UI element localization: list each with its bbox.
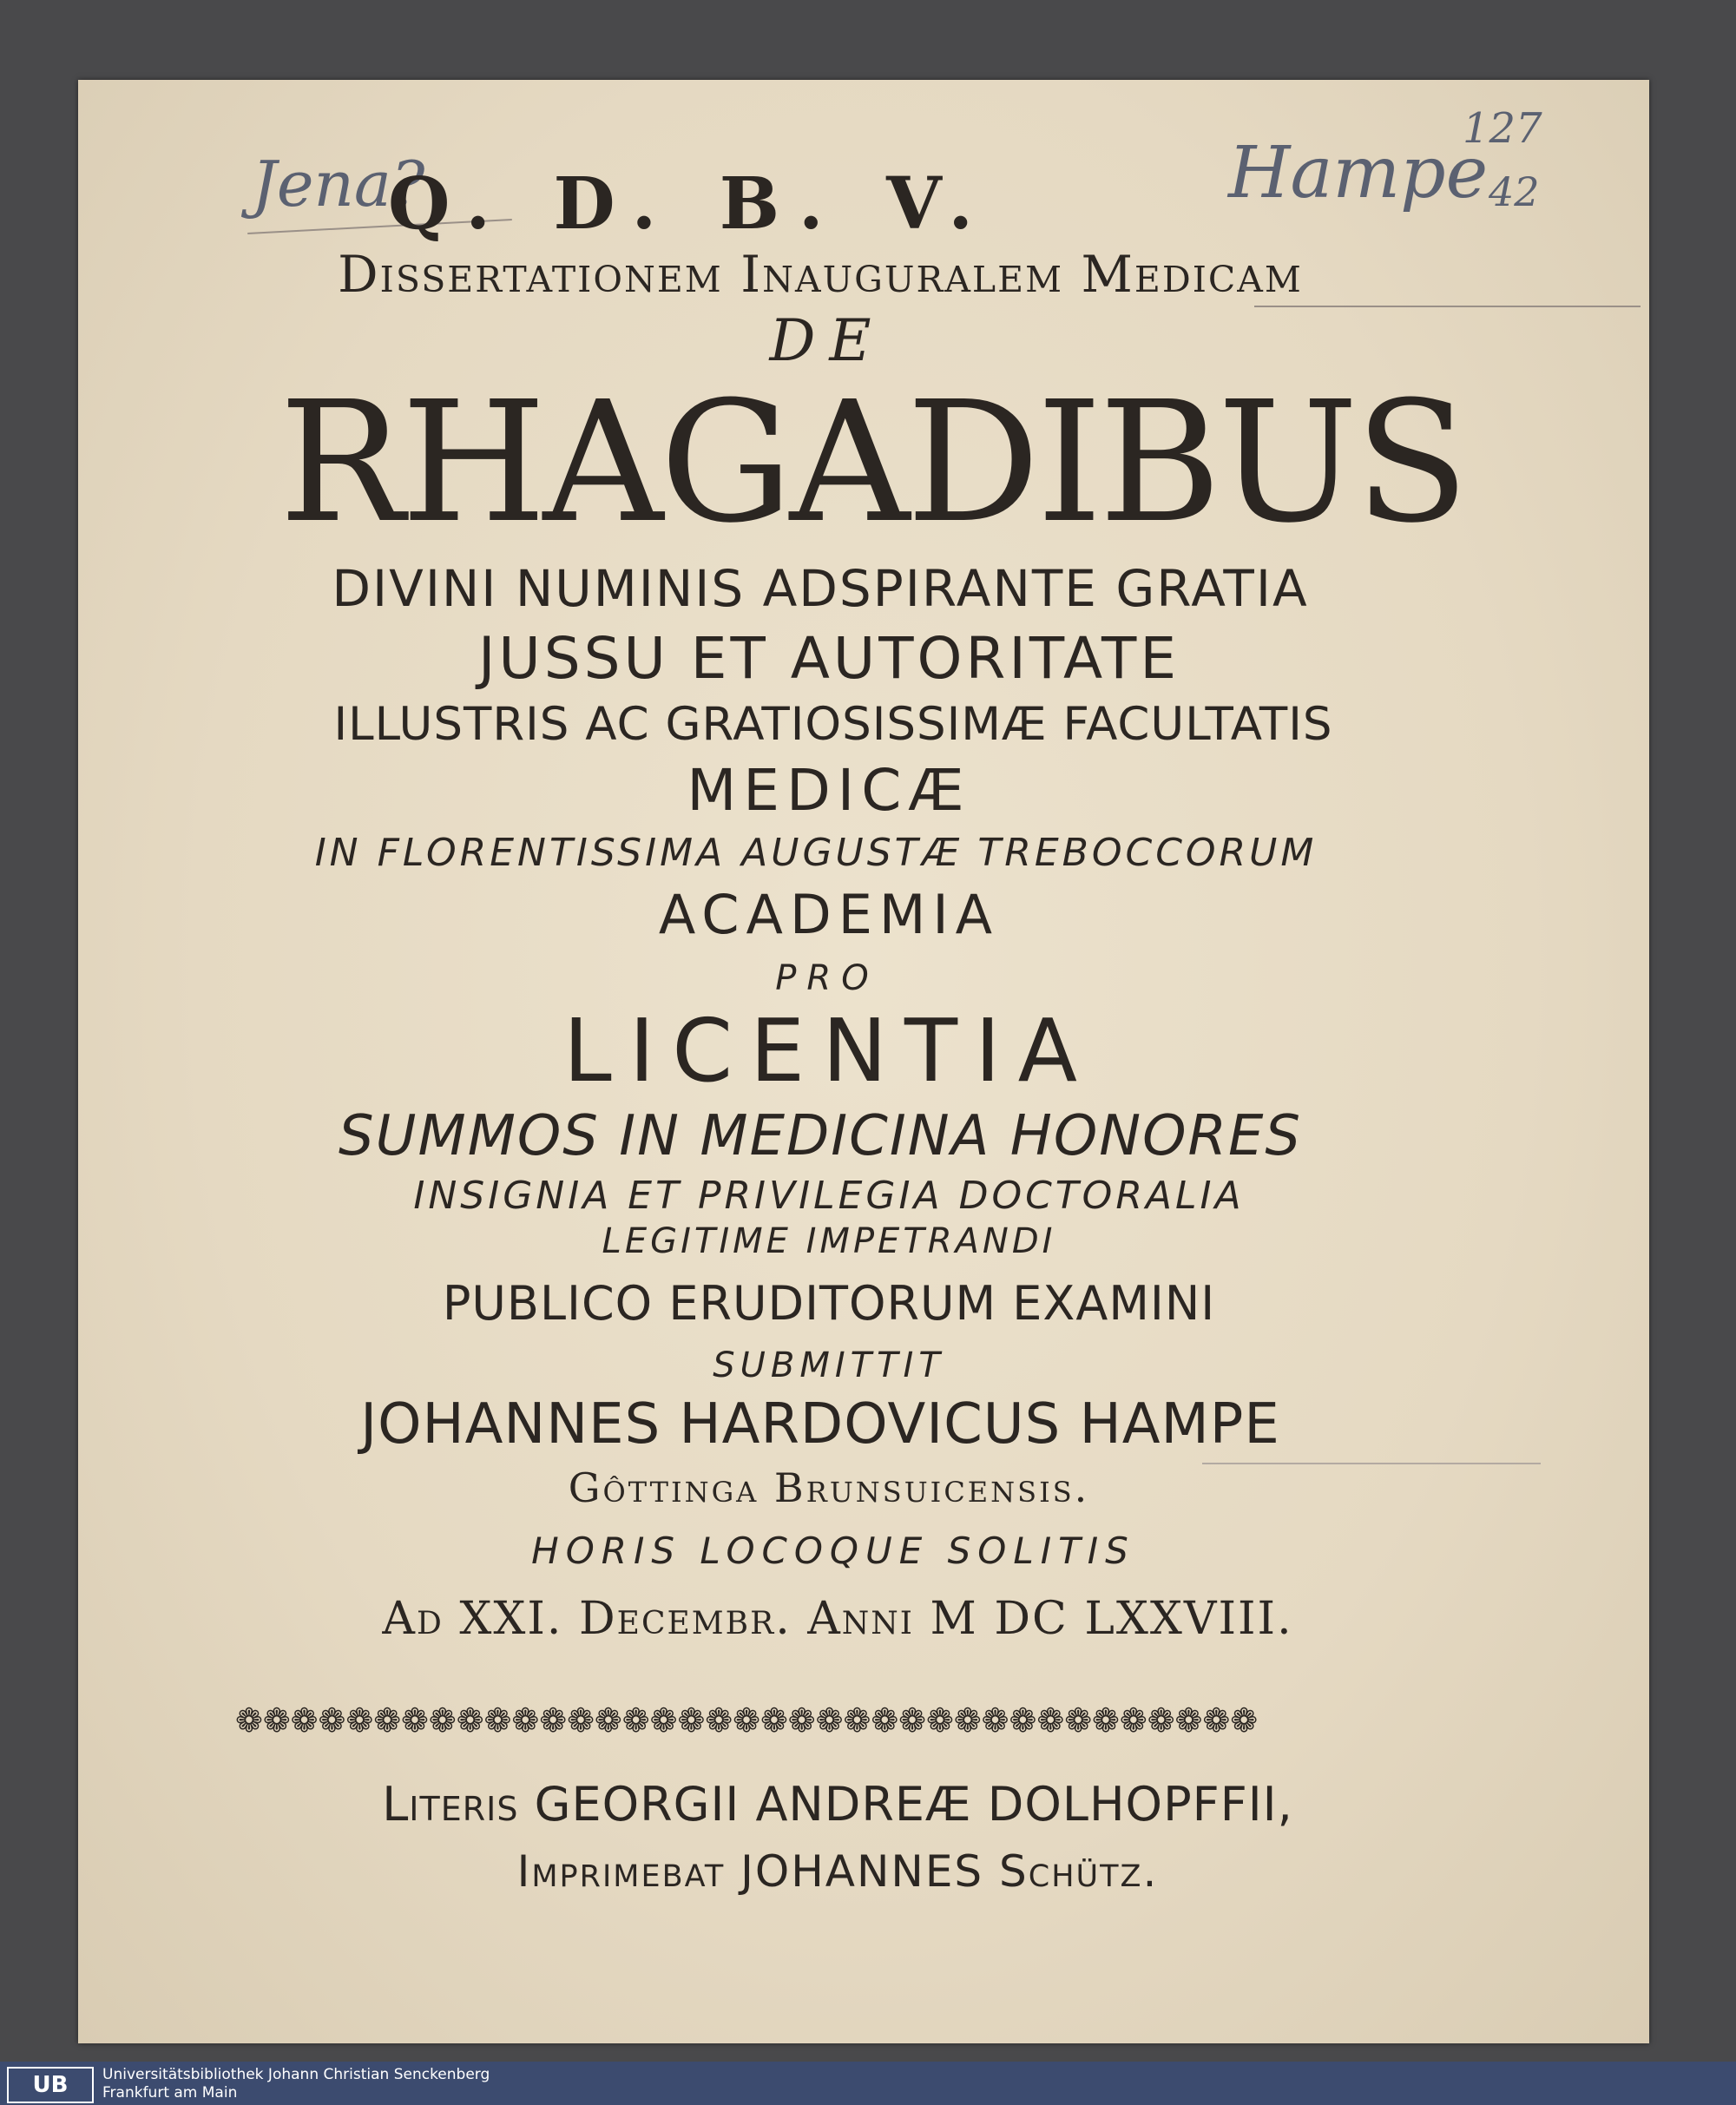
handwritten-corner-top: 127	[1463, 104, 1542, 153]
line-medicae: MEDICÆ	[687, 757, 971, 824]
library-institution: Universitätsbibliothek Johann Christian Senckenberg	[102, 2066, 490, 2083]
qdbv-heading: Q. D. B. V.	[388, 162, 992, 246]
handwritten-note-left: Jena?	[252, 148, 425, 220]
dissertation-line: Dissertationem Inauguralem Medicam	[338, 245, 1303, 304]
author-name: JOHANNES HARDOVICUS HAMPE	[360, 1392, 1280, 1457]
line-summos: SUMMOS IN MEDICINA HONORES	[339, 1104, 1302, 1168]
author-origin: Gôttinga Brunsuicensis.	[568, 1464, 1090, 1511]
library-credit	[102, 2066, 490, 2102]
line-jussu: JUSSU ET AUTORITATE	[477, 625, 1180, 692]
line-in-florentissima: IN FLORENTISSIMA AUGUSTÆ TREBOCCORUM	[314, 831, 1318, 875]
line-horis: HORIS LOCOQUE SOLITIS	[531, 1529, 1135, 1572]
document-page	[78, 80, 1649, 2043]
printer-line-1: Literis GEORGII ANDREÆ DOLHOPFFII,	[382, 1777, 1293, 1832]
ornament-border: ❁❁❁❁❁❁❁❁❁❁❁❁❁❁❁❁❁❁❁❁❁❁❁❁❁❁❁❁❁❁❁❁❁❁❁❁❁	[235, 1701, 1259, 1740]
line-divini: DIVINI NUMINIS ADSPIRANTE GRATIA	[332, 559, 1309, 618]
line-legitime: LEGITIME IMPETRANDI	[602, 1221, 1056, 1261]
line-publico: PUBLICO ERUDITORUM EXAMINI	[442, 1276, 1216, 1331]
library-logo: UB	[7, 2067, 94, 2103]
defense-date: Ad XXI. Decembr. Anni M DC LXXVIII.	[382, 1593, 1293, 1645]
line-licentia: LICENTIA	[562, 1000, 1095, 1102]
library-footer	[0, 2062, 1736, 2105]
main-title: RHAGADIBUS	[279, 366, 1466, 560]
line-insignia: INSIGNIA ET PRIVILEGIA DOCTORALIA	[413, 1174, 1245, 1218]
handwritten-note-right: Hampe	[1228, 132, 1489, 214]
library-location: Frankfurt am Main	[102, 2084, 238, 2102]
line-pro: PRO	[775, 958, 879, 998]
line-illustris: ILLUSTRIS AC GRATIOSISSIMÆ FACULTATIS	[333, 698, 1333, 751]
line-submittit: SUBMITTIT	[713, 1345, 945, 1385]
handwritten-corner-bottom: 42	[1489, 168, 1540, 215]
de-line: DE	[769, 307, 885, 374]
printer-line-2: Imprimebat JOHANNES Schütz.	[516, 1846, 1159, 1897]
line-academia: ACADEMIA	[658, 883, 1000, 946]
